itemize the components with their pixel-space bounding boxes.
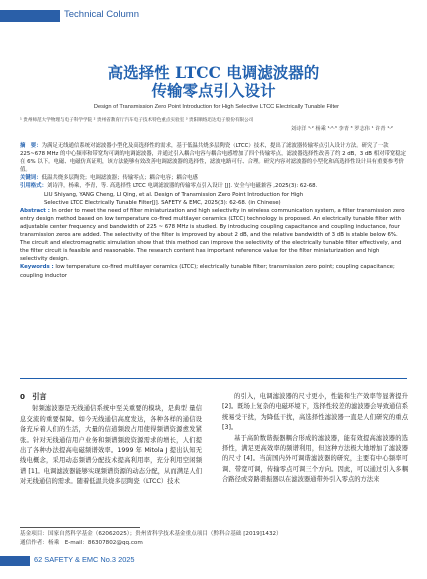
abstract-en-text: In order to meet the need of filter miniaturization and high selectivity in wireless communication system, a filter transmission zero entry design method based on low temperature co-fired multilayer ceramics (LTCC) technology is proposed. An electrically tunable filter with adjustable center frequency and bandwidth of 225 ~ 678 MHz is studied. By introducing coupling capacitance and coupling inductance, four transmission zeros are added. The selectivity of the filter is improved by about 2 dB, and the relative bandwidth of 3 dB is stable below 6%. The circuit and electromagnetic simulation show that this method can improve the selectivity of the electrically tunable filter effectively, and the filter circuit is feasible and reasonable. The research content has important reference value for the filter miniaturization and high selectivity design. (20, 207, 405, 263)
intro-paragraph-2: 的引入，电调滤波器的尺寸更小，性能和生产效率等显著提升 [2]。既场上复杂的电磁环境下，选择性较差的滤波器会导致通信系统易受干扰，为降低干扰，高选择性滤波器一直是人们研究的重点 [3]。 (222, 393, 408, 432)
keywords-label: 关键词： (20, 175, 42, 182)
intro-paragraph-3: 基于高阶数谐振器耦合形成的滤波器，能有效提高滤波器的选择性，满足更高效率的频谱利用，但这种方法极大地增加了滤波器的尺寸 [4]。当前国内外可调谐滤波器的研究，主要有中心频率可调、带宽可调，传输零点可调三个方向。因此，可以通过引入多耦合路径或旁路谐振器以在滤波器通带外引入零点的方法来 (222, 434, 408, 484)
funding-note: 基金项目：国家自然科学基金（62062025）；贵州省科学技术基金重点项目（黔科合基础 [2019]1432） (20, 531, 282, 537)
page-number: 62 (34, 555, 43, 564)
citation-text: 刘诗洋，杨乘，李青，等. 高选择性 LTCC 电调滤波器的传输零点引入设计 [J]. 安全与电磁兼容 ,2025(3): 62-68. (46, 183, 318, 190)
page-footer (0, 554, 427, 568)
keywords-text: 低温共烧多层陶瓷；电调滤波器；传输零点；耦合电容；耦合电感 (41, 175, 198, 182)
abstract-text: 为满足无线通信系统对滤波器小型化及高选择性的需求，基于低温共烧多层陶瓷（LTCC）技术，提出了滤波器传输零点引入设计方法。研究了一款 225~678 MHz 的中心频率和带宽均可调的电调滤波器，并通过引入耦合电容与耦合电感增加了四个传输零点，滤波器选择性改善了约 2 dB，3 dB 相对带宽稳定在 6% 以下。电磁、电磁仿真证明，该方法能够有效改善电调滤波器的选择性，滤波电路可行、合理。研究内容对滤波器的小型化和高选择性设计具有重要参考价值。 (20, 143, 407, 174)
citation-label: 引用格式： (20, 183, 47, 190)
abstract-label: 摘 要： (20, 143, 42, 149)
body-column-left (20, 392, 202, 488)
citation-en-line-1: LIU Shiyang, YANG Cheng, LI Qing, et al. Design of Transmission Zero Point Introduction for High (44, 191, 304, 198)
journal-issue: SAFETY & EMC No.3 2025 (44, 555, 135, 564)
keywords-en (20, 263, 407, 279)
paper-title (0, 64, 427, 100)
footer-color-bar (0, 556, 30, 566)
section-header: Technical Column (64, 9, 139, 20)
footnotes (20, 530, 282, 548)
body-column-right (222, 392, 408, 486)
corresponding-author: 通信作者：杨乘 E-mail：86307802@qq.com (20, 540, 143, 546)
english-title: Design of Transmission Zero Point Introduction for High Selective LTCC Electrically Tunable Filter (93, 104, 340, 110)
citation (20, 182, 407, 190)
abstract-block (20, 142, 407, 280)
header-color-tab (0, 10, 60, 22)
title-line-2: 传输零点引入设计 (151, 81, 276, 100)
abstract-en-label: Abstract : (20, 207, 50, 214)
footer-text (34, 555, 135, 564)
section-divider (20, 378, 407, 379)
intro-paragraph-1: 射频滤波器是无线通信系统中至关重要的模块，是典型 量信息交流的重要保障。如今无线通信高度发达，各种各样的通信设备充斥着人们的生活，大量的信道频段占用使得频谱资源愈发紧张。针对无线通信用户业务和频谱频段资源需求的增长，人们提出了各种办法提高电磁频谱效率。1999 年 Mitola J 提出认知无线电概念，采用动态频谱分配技术提高利用率，充分利用空闲频谱 [1]。电调滤波器能够实现频谱资源的动态分配，从而满足人们对无线通信的需求。随着低温共烧多层陶瓷（LTCC）技术 (20, 405, 202, 486)
keywords-en-text: low temperature co-fired multilayer ceramics (LTCC); electrically tunable filter; transmission zero point; coupling capacitance; coupling inductor (20, 264, 395, 279)
keywords-cn (20, 174, 407, 182)
footnote-rule (20, 527, 140, 528)
citation-en-line-2: Selective LTCC Electrically Tunable Filter[J]. SAFETY & EMC, 2025(3): 62-68. (in Chinese) (44, 199, 281, 206)
title-line-1: 高选择性 LTCC 电调滤波器的 (107, 63, 320, 82)
abstract-cn (20, 142, 407, 174)
authors: 刘诗洋 ¹˒² 杨乘 ¹˒²˒³ 李青 ³ 罗志伟 ¹ 许青 ¹˒² (290, 126, 393, 132)
abstract-en (20, 207, 407, 264)
intro-heading: 0 引言 (20, 392, 47, 401)
keywords-en-label: Keywords : (20, 264, 54, 271)
affiliations: ¹ 贵州师范大学物理与电子科学学院 ² 贵州省教育厅汽车电子技术特色重点实验室 ³ 贵阳顺络迅达电子股份有限公司 (20, 118, 254, 123)
